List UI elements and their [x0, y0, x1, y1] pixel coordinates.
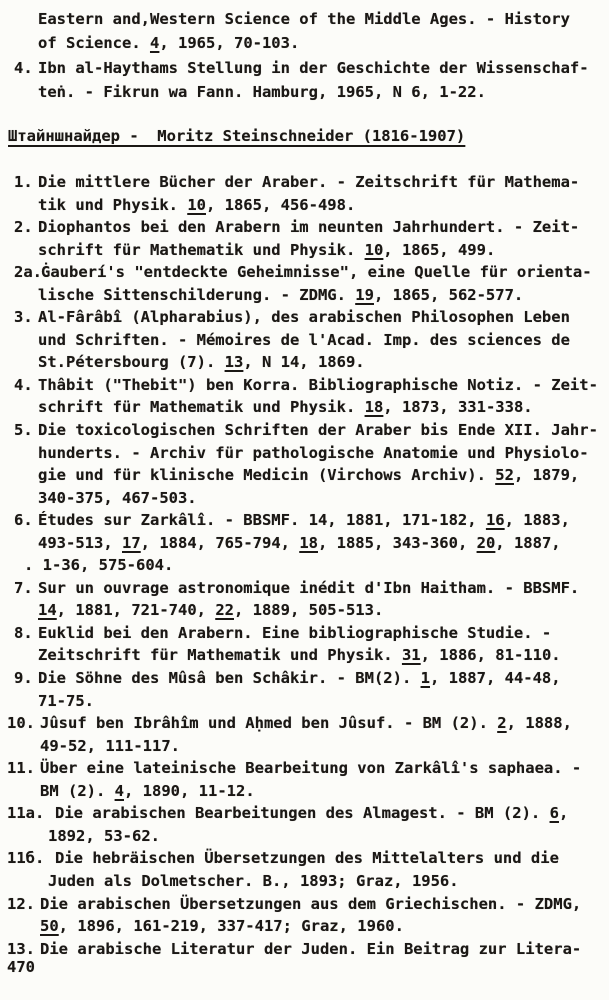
- entry-number: 7.: [14, 578, 33, 597]
- text-run: schrift für Mathematik und Physik.: [38, 240, 365, 259]
- entry-number: 8.: [14, 623, 33, 642]
- text-run: ,: [558, 804, 569, 823]
- volume-number: 2: [497, 714, 507, 733]
- bib-line: [0, 735, 609, 758]
- bib-line: [0, 419, 609, 442]
- text-run: , 1890, 11-12.: [124, 781, 255, 800]
- text-run: Ibn al-Haythams Stellung in der Geschichte der Wissenschaf-: [38, 58, 589, 77]
- bib-line: [0, 915, 609, 938]
- text-run: Al-Fârâbî (Alpharabius), des arabischen Philosophen Leben: [38, 308, 570, 327]
- page-number: 470: [7, 958, 35, 976]
- text-run: Sur un ouvrage astronomique inédit d'Ibn Haitham. - BBSMF.: [38, 578, 580, 597]
- entry-number: 4.: [14, 58, 33, 77]
- text-run: , 1889, 505-513.: [233, 601, 384, 620]
- volume-number: 19: [355, 285, 374, 304]
- bib-line: [0, 690, 609, 713]
- bib-line: [0, 487, 609, 510]
- bib-line: [0, 554, 609, 577]
- text-run: 493-513,: [38, 533, 122, 552]
- text-run: 71-75.: [38, 691, 94, 710]
- entry-number: 11б.: [7, 849, 45, 868]
- text-run: Die mittlere Bücher der Araber. - Zeitschrift für Mathema-: [38, 173, 580, 191]
- bib-line: [0, 7, 609, 31]
- volume-number: 10: [364, 240, 384, 259]
- volume-number: 6: [549, 804, 559, 823]
- text-run: , 1887, 44-48,: [429, 669, 561, 688]
- volume-number: 4: [149, 34, 160, 53]
- bibliography-entries-block: [0, 171, 609, 960]
- entry-number: 4.: [14, 375, 33, 394]
- text-run: Die arabischen Übersetzungen aus dem Griechischen. - ZDMG,: [40, 894, 582, 913]
- text-run: , 1896, 161-219, 337-417; Graz, 1960.: [58, 917, 404, 936]
- text-run: Jûsuf ben Ibrâhîm und Aḥmed ben Jûsuf. - BM (2).: [40, 714, 498, 733]
- bib-line: [0, 396, 609, 419]
- text-run: schrift für Mathematik und Physik.: [38, 398, 365, 417]
- bib-line: [0, 893, 609, 916]
- bib-line: [0, 847, 609, 870]
- volume-number: 18: [299, 533, 318, 552]
- bib-line: [0, 644, 609, 667]
- bib-line: [0, 194, 609, 217]
- text-run: of Science.: [38, 34, 150, 53]
- bib-line: [0, 306, 609, 329]
- bib-line: [0, 239, 609, 262]
- volume-number: 13: [224, 353, 244, 372]
- text-run: 49-52, 111-117.: [40, 736, 180, 755]
- text-run: Die Söhne des Mûsâ ben Schâkir. - BM(2).: [38, 669, 421, 688]
- bib-line: [0, 261, 609, 284]
- text-run: teṅ. - Fikrun wa Fann. Hamburg, 1965, N 6, 1-22.: [38, 82, 486, 101]
- volume-number: 10: [187, 195, 206, 214]
- bib-line: [0, 464, 609, 487]
- bib-line: [0, 870, 609, 893]
- entry-number: 12.: [7, 894, 35, 913]
- text-run: , 1884, 765-794,: [140, 533, 300, 552]
- text-run: , 1888,: [506, 714, 572, 733]
- top-fragment-block: [0, 7, 609, 104]
- entry-number: 11a.: [7, 804, 45, 823]
- text-run: Über eine lateinische Bearbeitung von Zarkâlî's saphaea. -: [40, 759, 582, 778]
- entry-number: 11.: [7, 759, 35, 778]
- bib-line: [0, 825, 609, 848]
- text-run: , 1887,: [495, 533, 561, 552]
- bib-line: [0, 577, 609, 600]
- bib-line: [0, 532, 609, 555]
- entry-number: 13.: [7, 939, 35, 958]
- bib-line: [0, 712, 609, 735]
- volume-number: 14: [38, 601, 57, 620]
- bib-line: [0, 56, 609, 80]
- bib-line: [0, 31, 609, 55]
- text-run: BM (2).: [40, 781, 115, 800]
- text-run: Juden als Dolmetscher. B., 1893; Graz, 1956.: [48, 871, 459, 890]
- bib-line: [0, 374, 609, 397]
- volume-number: 1: [420, 669, 430, 688]
- text-run: lische Sittenschilderung. - ZDMG.: [38, 285, 356, 304]
- bib-line: [0, 284, 609, 307]
- volume-number: 31: [401, 646, 421, 665]
- bib-line: [0, 622, 609, 645]
- entry-number: 5.: [14, 421, 33, 440]
- text-run: und Schriften. - Mémoires de l'Acad. Imp. des sciences de: [38, 330, 570, 349]
- text-run: Die arabische Literatur der Juden. Ein Beitrag zur Litera-: [40, 939, 582, 958]
- text-run: Diophantos bei den Arabern im neunten Jahrhundert. - Zeit-: [38, 218, 580, 237]
- bib-line: [0, 329, 609, 352]
- volume-number: 17: [122, 533, 141, 552]
- bib-line: [0, 667, 609, 690]
- text-run: , N 14, 1869.: [243, 353, 365, 372]
- section-heading: Штайншнайдер - Moritz Steinschneider (1816-1907): [8, 127, 466, 145]
- entry-number: 10.: [7, 714, 35, 733]
- text-run: , 1873, 331-338.: [383, 398, 533, 417]
- entry-number: 9.: [14, 669, 33, 688]
- text-run: tik und Physik.: [38, 195, 188, 214]
- text-run: 1892, 53-62.: [48, 826, 160, 845]
- text-run: Zeitschrift für Mathematik und Physik.: [38, 646, 402, 665]
- bib-line: [0, 509, 609, 532]
- text-run: hunderts. - Archiv für pathologische Anatomie und Physiolo-: [38, 443, 589, 462]
- bib-line: [0, 780, 609, 803]
- text-run: , 1879,: [513, 466, 580, 485]
- entry-number: 3.: [14, 308, 33, 327]
- text-run: Thâbit ("Thebit") ben Korra. Bibliographische Notiz. - Zeit-: [38, 375, 598, 394]
- text-run: , 1883,: [504, 511, 570, 530]
- text-run: , 1865, 499.: [383, 240, 496, 259]
- volume-number: 18: [364, 398, 384, 417]
- text-run: Eastern and,Western Science of the Middle Ages. - History: [38, 10, 570, 28]
- text-run: . 1-36, 575-604.: [24, 556, 174, 575]
- bib-line: [0, 802, 609, 825]
- text-run: , 1965, 70-103.: [159, 34, 300, 53]
- bib-line: [0, 757, 609, 780]
- bib-line: [0, 80, 609, 104]
- text-run: , 1865, 456-498.: [205, 195, 356, 214]
- volume-number: 16: [485, 511, 505, 530]
- entry-number: 1.: [14, 173, 33, 191]
- bib-line: [0, 599, 609, 622]
- text-run: Die toxicologischen Schriften der Araber bis Ende XII. Jahr-: [38, 421, 598, 440]
- text-run: , 1885, 343-360,: [317, 533, 477, 552]
- text-run: gie und für klinische Medicin (Virchows Archiv).: [38, 466, 496, 485]
- text-run: , 1865, 562-577.: [373, 285, 524, 304]
- bib-line: [0, 171, 609, 194]
- text-run: St.Pétersbourg (7).: [38, 353, 225, 372]
- entry-number: 2a.: [14, 263, 42, 282]
- text-run: 340-375, 467-503.: [38, 488, 197, 507]
- entry-number: 2.: [14, 218, 33, 237]
- volume-number: 4: [114, 781, 124, 800]
- entry-number: 6.: [14, 511, 33, 530]
- text-run: , 1886, 81-110.: [420, 646, 561, 665]
- bib-line: [0, 938, 609, 961]
- bib-line: [0, 216, 609, 239]
- text-run: Die hebräischen Übersetzungen des Mittelalters und die: [55, 849, 559, 868]
- text-run: Ġauberí's "entdeckte Geheimnisse", eine Quelle für orienta-: [41, 263, 592, 282]
- volume-number: 20: [476, 533, 496, 552]
- text-run: , 1881, 721-740,: [56, 601, 216, 620]
- bib-line: [0, 442, 609, 465]
- volume-number: 52: [495, 466, 514, 485]
- text-run: Euklid bei den Arabern. Eine bibliographische Studie. -: [38, 623, 552, 642]
- volume-number: 22: [215, 601, 234, 620]
- volume-number: 50: [40, 917, 59, 936]
- bib-line: [0, 351, 609, 374]
- text-run: Die arabischen Bearbeitungen des Almagest. - BM (2).: [55, 804, 550, 823]
- text-run: Études sur Zarkâlî. - BBSMF. 14, 1881, 171-182,: [38, 511, 486, 530]
